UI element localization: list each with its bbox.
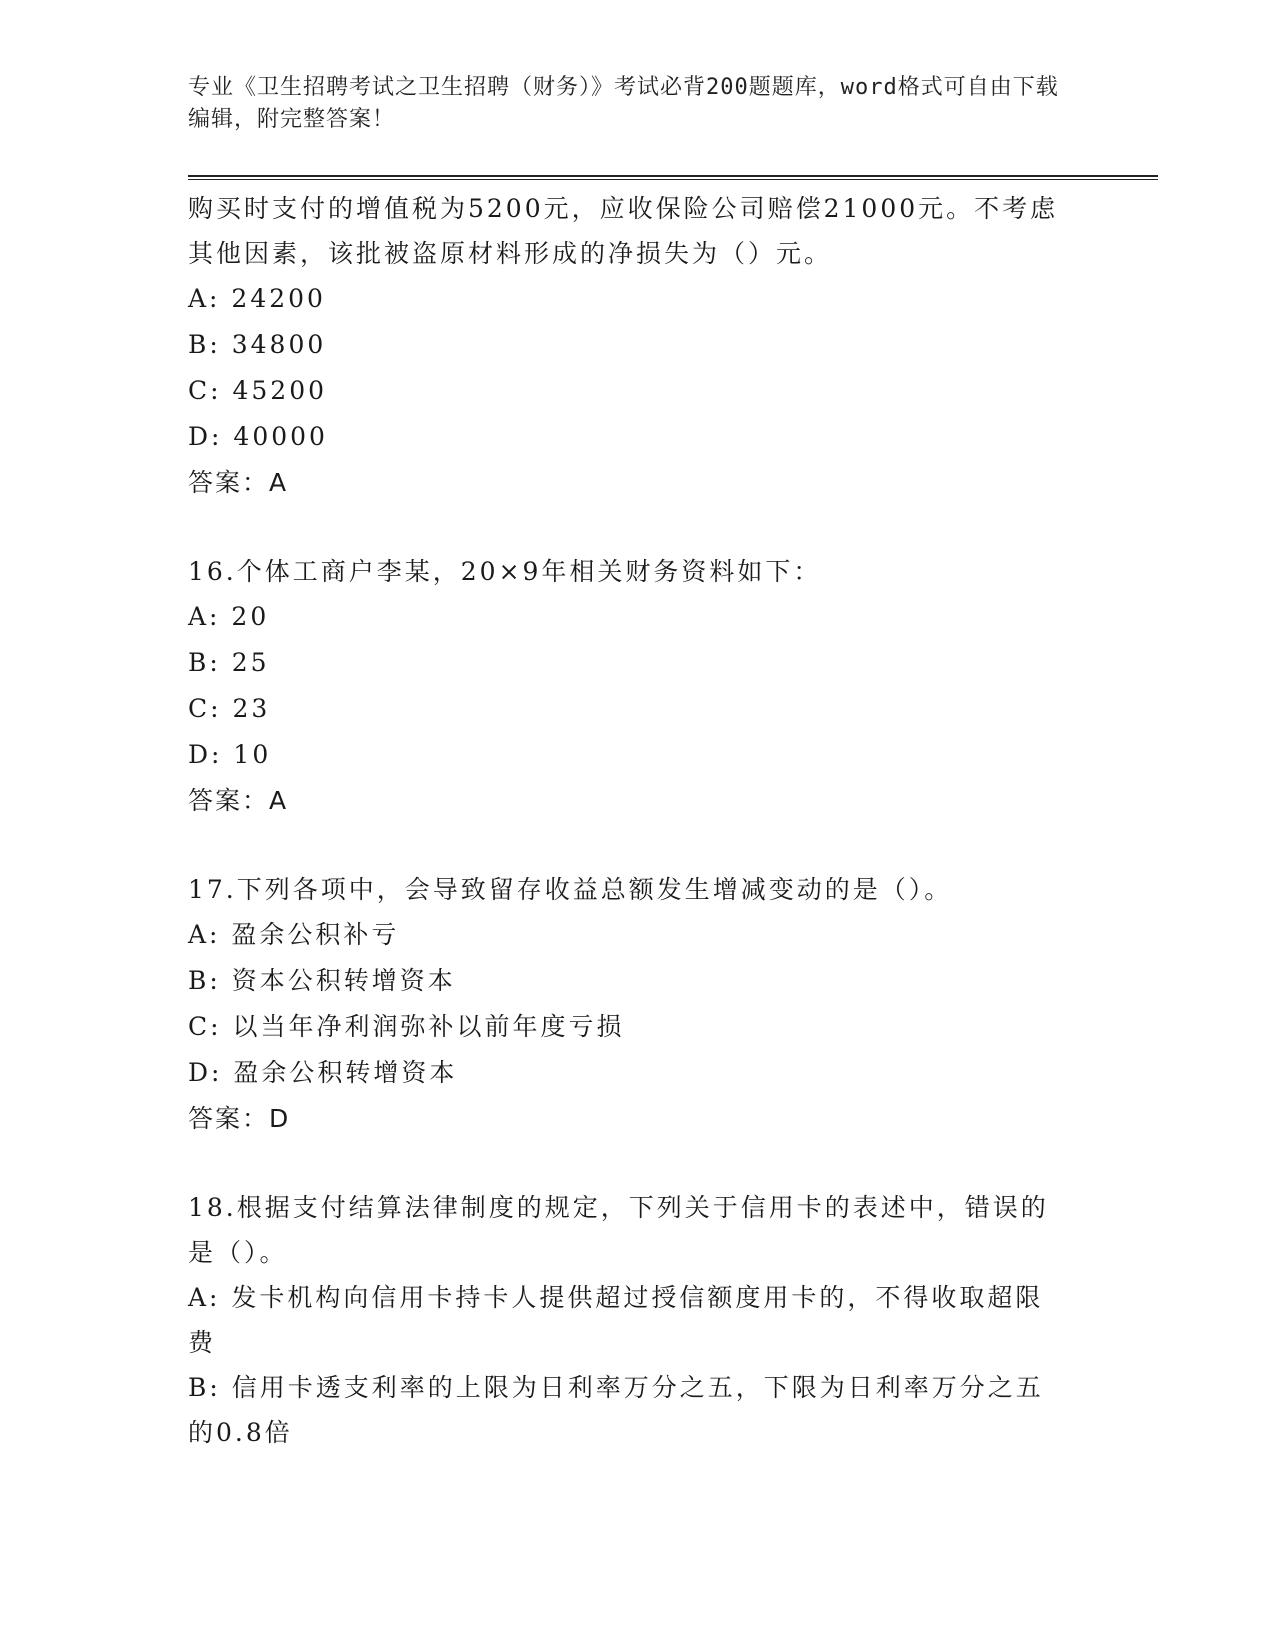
header-divider: [188, 175, 1158, 180]
answer-line: 答案：D: [188, 1104, 291, 1133]
question-text: 18.根据支付结算法律制度的规定，下列关于信用卡的表述中，错误的是（）。: [188, 1193, 1049, 1267]
option-a: A: 发卡机构向信用卡持卡人提供超过授信额度用卡的，不得收取超限费: [188, 1283, 1044, 1357]
question-text: 17.下列各项中，会导致留存收益总额发生增减变动的是（）。: [188, 875, 953, 904]
question-list: [188, 186, 1088, 1455]
option-b: B: 资本公积转增资本: [188, 966, 456, 995]
option-c: C: 以当年净利润弥补以前年度亏损: [188, 1012, 625, 1041]
answer-line: 答案：A: [188, 786, 289, 815]
question-text: 16.个体工商户李某，20×9年相关财务资料如下：: [188, 557, 822, 586]
answer-line: 答案：A: [188, 468, 289, 497]
option-d: D: 10: [188, 740, 272, 769]
option-c: C: 23: [188, 694, 271, 723]
option-a: A: 20: [188, 602, 270, 631]
option-c: C: 45200: [188, 376, 328, 405]
document-header: 专业《卫生招聘考试之卫生招聘（财务）》考试必背200题题库，word格式可自由下载编辑，附完整答案！: [188, 75, 1059, 132]
question-item: [188, 549, 1088, 824]
option-b: B: 25: [188, 648, 270, 677]
option-d: D: 盈余公积转增资本: [188, 1058, 458, 1087]
question-item: [188, 867, 1088, 1142]
question-text: 购买时支付的增值税为5200元，应收保险公司赔偿21000元。不考虑其他因素，该批被盗原材料形成的净损失为（）元。: [188, 194, 1059, 268]
option-a: A: 24200: [188, 284, 326, 313]
question-item: [188, 186, 1088, 506]
option-b: B: 信用卡透支利率的上限为日利率万分之五，下限为日利率万分之五的0.8倍: [188, 1373, 1044, 1447]
question-item: [188, 1185, 1088, 1455]
option-d: D: 40000: [188, 422, 328, 451]
option-b: B: 34800: [188, 330, 327, 359]
option-a: A: 盈余公积补亏: [188, 920, 400, 949]
